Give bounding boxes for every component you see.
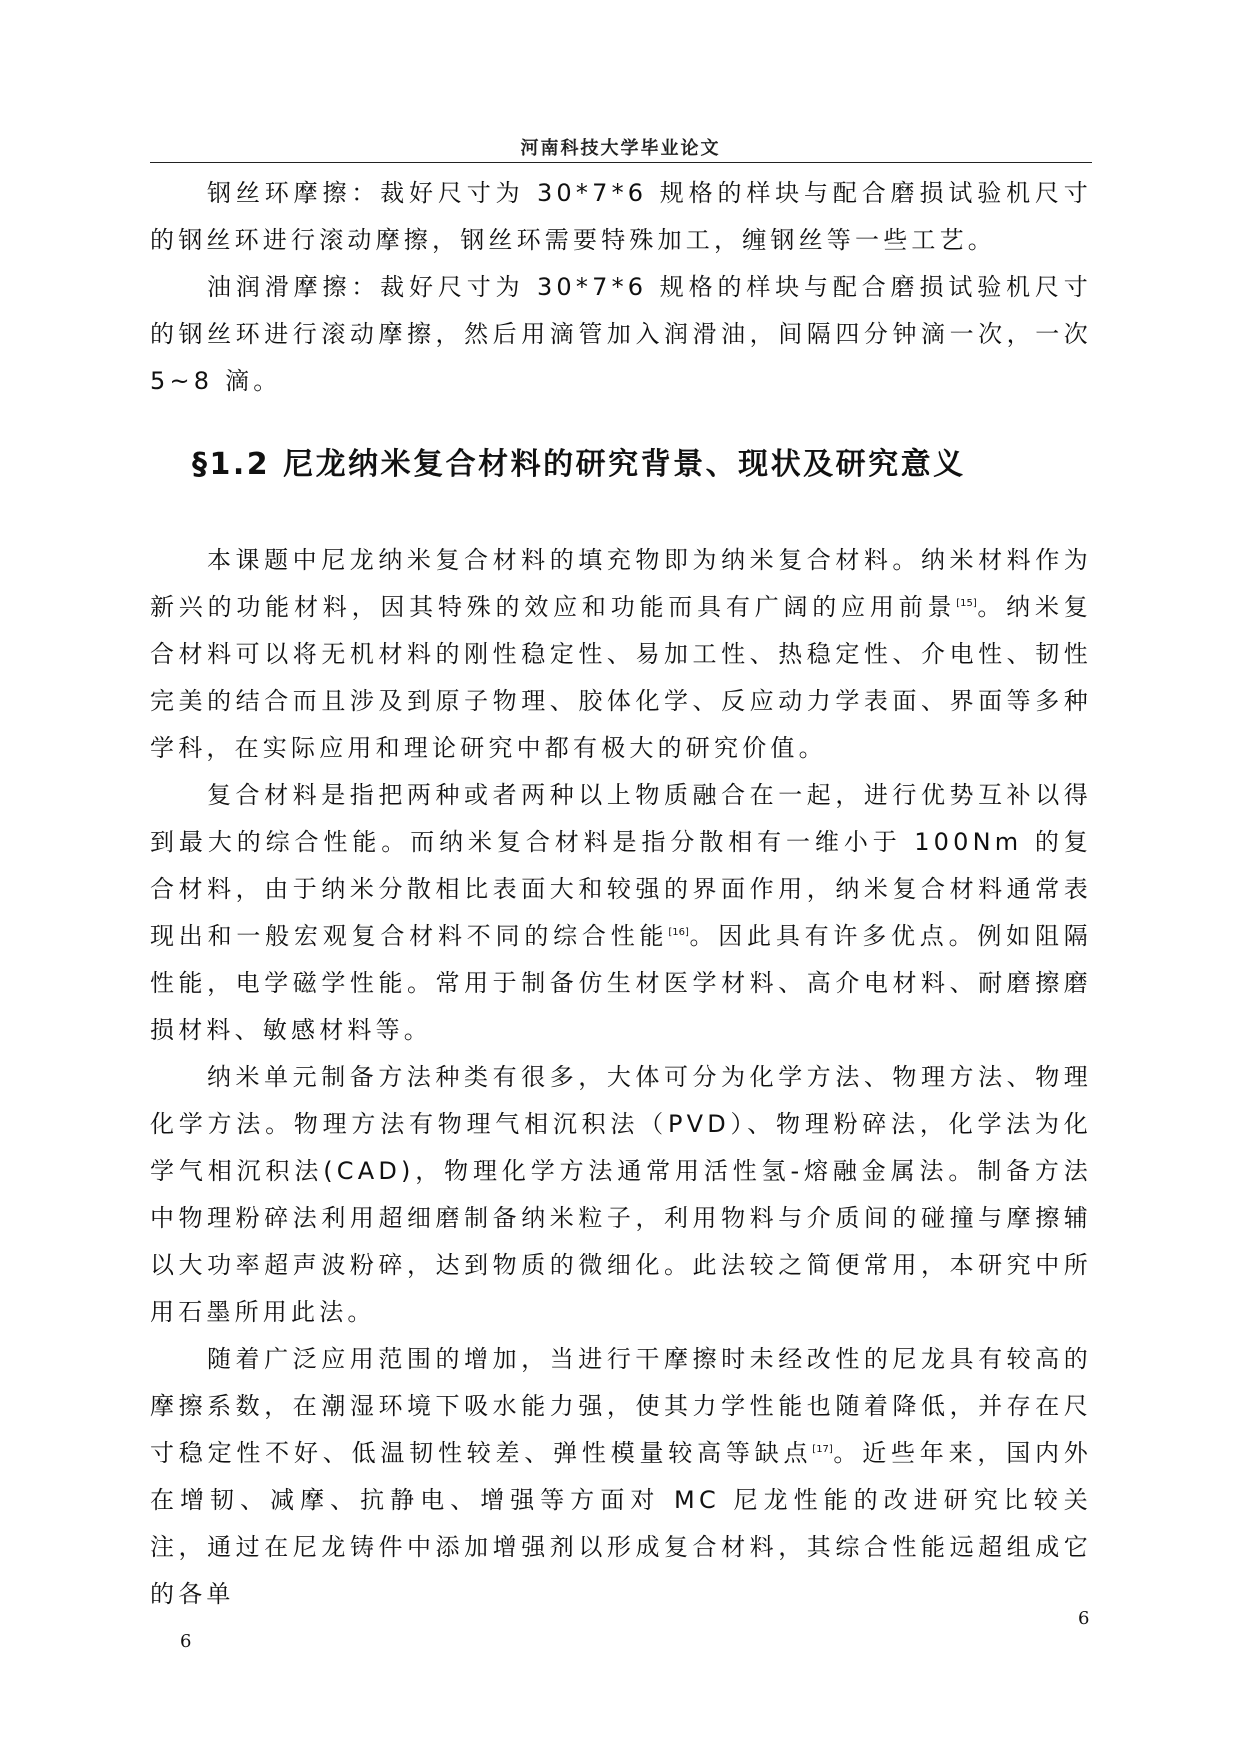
paragraph-steel-ring-friction: 钢丝环摩擦：裁好尺寸为 30*7*6 规格的样块与配合磨损试验机尺寸的钢丝环进行滚动摩擦，钢丝环需要特殊加工，缠钢丝等一些工艺。 [150, 179, 1092, 254]
paragraph-oil-lubrication-friction: 油润滑摩擦：裁好尺寸为 30*7*6 规格的样块与配合磨损试验机尺寸的钢丝环进行滚动摩擦，然后用滴管加入润滑油，间隔四分钟滴一次，一次 5~8 滴。 [150, 273, 1092, 395]
paragraph-text: 随着广泛应用范围的增加，当进行干摩擦时未经改性的尼龙具有较高的摩擦系数，在潮湿环境下吸水能力强，使其力学性能也随着降低，并存在尺寸稳定性不好、低温韧性较差、弹性模量较高等缺点 [150, 1345, 1092, 1467]
paragraph-text: 。因此具有许多优点。例如阻隔性能，电学磁学性能。常用于制备仿生材医学材料、高介电材料、耐磨擦磨损材料、敏感材料等。 [150, 922, 1092, 1044]
paragraph-text: 复合材料是指把两种或者两种以上物质融合在一起，进行优势互补以得到最大的综合性能。而纳米复合材料是指分散相有一维小于 100Nm 的复合材料，由于纳米分散相比表面大和较强的界面作用，纳米复合材料通常表现出和一般宏观复合材料不同的综合性能 [150, 781, 1092, 950]
running-header: 河南科技大学毕业论文 [520, 138, 721, 159]
page-body [150, 170, 1092, 1618]
citation-marker: [16] [668, 927, 689, 938]
paragraph-nylon-modification [150, 1336, 1092, 1618]
citation-marker: [15] [956, 598, 977, 609]
paragraph-text: 本课题中尼龙纳米复合材料的填充物即为纳米复合材料。纳米材料作为新兴的功能材料，因其特殊的效应和功能而具有广阔的应用前景 [150, 546, 1092, 621]
paragraph-text: 纳米单元制备方法种类有很多，大体可分为化学方法、物理方法、物理化学方法。物理方法有物理气相沉积法（PVD）、物理粉碎法，化学法为化学气相沉积法(CAD)，物理化学方法通常用活性氢-熔融金属法。制备方法中物理粉碎法利用超细磨制备纳米粒子，利用物料与介质间的碰撞与摩擦辅以大功率超声波粉碎，达到物质的微细化。此法较之简便常用，本研究中所用石墨所用此法。 [150, 1063, 1092, 1326]
paragraph-composite-definition [150, 772, 1092, 1054]
page-number: 6 [1078, 1608, 1090, 1629]
header-rule [150, 162, 1092, 163]
citation-marker: [17] [812, 1444, 833, 1455]
page-number: 6 [180, 1631, 192, 1652]
section-heading: §1.2 尼龙纳米复合材料的研究背景、现状及研究意义 [192, 447, 966, 482]
paragraph-text: 。近些年来，国内外在增韧、减摩、抗静电、增强等方面对 MC 尼龙性能的改进研究比较关注，通过在尼龙铸件中添加增强剂以形成复合材料，其综合性能远超组成它的各单 [150, 1439, 1092, 1608]
paragraph-text: 。纳米复合材料可以将无机材料的刚性稳定性、易加工性、热稳定性、介电性、韧性完美的结合而且涉及到原子物理、胶体化学、反应动力学表面、界面等多种学科，在实际应用和理论研究中都有极大的研究价值。 [150, 593, 1092, 762]
paragraph-preparation-methods [150, 1054, 1092, 1336]
paragraph-nano-filler [150, 537, 1092, 772]
